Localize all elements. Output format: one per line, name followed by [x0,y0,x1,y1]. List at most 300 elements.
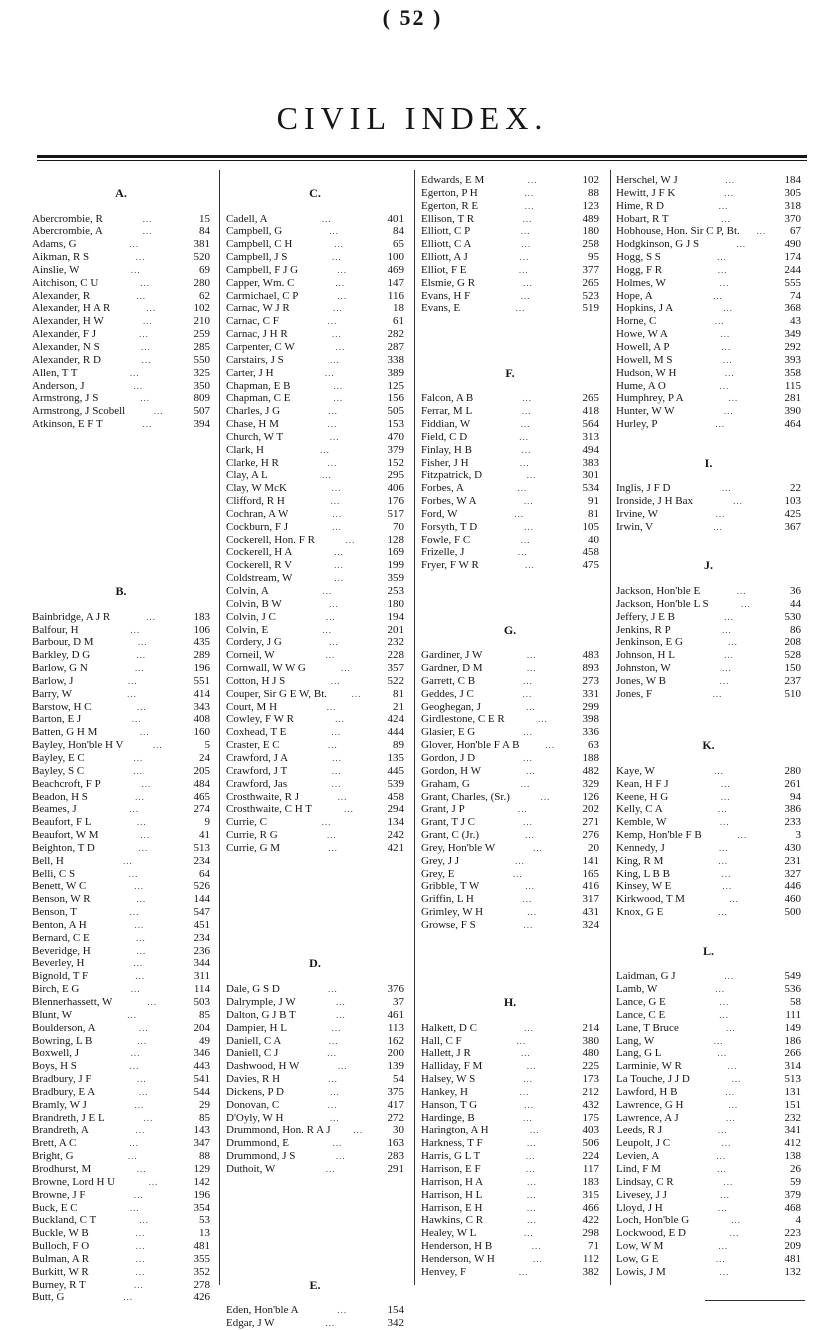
index-entry [616,868,801,881]
entry-name: Church, W T [226,430,284,443]
entry-name: Grant, J P [421,803,465,816]
leader-dots: ... [721,624,732,635]
entry-name: Lawrence, G H [616,1098,684,1111]
entry-page: 153 [387,418,404,431]
index-entry [421,1163,599,1176]
leader-dots: ... [519,252,530,263]
index-entry [421,701,599,714]
entry-page: 61 [393,315,404,328]
index-entry [32,611,210,624]
leader-dots: ... [523,752,533,763]
entry-name: Daniell, C J [226,1047,279,1060]
index-entry [421,1240,599,1253]
entry-page: 386 [784,803,801,816]
index-entry [616,1189,801,1202]
leader-dots: ... [139,727,150,738]
entry-page: 272 [387,1111,404,1124]
entry-page: 103 [784,495,801,508]
leader-dots: ... [756,226,767,237]
leader-dots: ... [335,714,345,725]
index-entry [421,662,599,675]
leader-dots: ... [519,457,530,468]
leader-dots: ... [526,470,537,481]
entry-name: Bayley, E C [32,751,85,764]
entry-page: 237 [784,674,801,687]
entry-page: 208 [784,636,801,649]
entry-page: 58 [790,996,801,1008]
leader-dots: ... [740,598,751,609]
entry-name: Burney, R T [32,1278,86,1291]
entry-page: 376 [387,983,404,996]
entry-page: 44 [790,597,801,610]
entry-name: Barry, W [32,687,73,700]
entry-page: 94 [790,790,801,803]
index-entry [421,726,599,739]
entry-page: 74 [790,289,801,302]
index-entry [616,392,801,405]
entry-page: 9 [204,816,210,829]
entry-name: Buckle, W B [32,1227,89,1240]
entry-name: Hogg, S S [616,251,661,264]
leader-dots: ... [520,226,531,237]
entry-page: 209 [784,1240,801,1253]
entry-name: Balfour, H [32,623,79,636]
index-entry [226,213,404,226]
index-entry [32,1202,210,1215]
entry-name: Fitzpatrick, D [421,469,483,482]
spacer [32,174,210,187]
entry-name: Currie, R G [226,829,278,842]
index-entry [421,290,599,303]
entry-name: Coldstream, W [226,572,293,585]
entry-page: 162 [387,1034,404,1047]
leader-dots: ... [712,290,723,301]
leader-dots: ... [140,277,151,288]
entry-page: 224 [582,1150,599,1163]
entry-page: 301 [582,469,599,482]
index-entry [32,713,210,726]
entry-page: 394 [193,418,210,431]
leader-dots: ... [526,663,537,674]
index-entry [226,508,404,521]
leader-dots: ... [131,714,142,725]
index-entry [32,418,210,431]
entry-page: 417 [387,1098,404,1111]
leader-dots: ... [714,765,724,776]
entry-page: 205 [193,764,210,777]
spacer [32,559,210,572]
index-entry [32,649,210,662]
index-entry [226,1137,404,1150]
entry-name: Court, M H [226,700,278,713]
entry-name: Colvin, B W [226,597,282,610]
entry-page: 390 [784,405,801,418]
entry-name: Alexander, F J [32,328,97,341]
spacer [32,598,210,611]
leader-dots: ... [327,1099,338,1110]
entry-page: 26 [790,1162,801,1175]
entry-name: Aikman, R S [32,251,90,264]
index-entry [226,264,404,277]
entry-page: 367 [784,520,801,533]
index-entry [32,688,210,701]
index-entry [421,765,599,778]
leader-dots: ... [133,380,144,391]
leader-dots: ... [138,842,149,853]
entry-name: Crosthwaite, R J [226,790,300,803]
leader-dots: ... [136,817,147,828]
entry-name: Cockerell, Hon. F R [226,533,315,546]
entry-name: Clifford, R H [226,495,285,508]
leader-dots: ... [724,650,734,661]
leader-dots: ... [143,316,153,327]
leader-dots: ... [134,881,145,892]
index-entry [616,367,801,380]
leader-dots: ... [137,1035,148,1046]
leader-dots: ... [540,791,551,802]
entry-page: 344 [193,957,210,970]
index-entry [421,688,599,701]
spacer [32,508,210,521]
entry-page: 403 [582,1124,599,1137]
leader-dots: ... [714,316,725,327]
entry-name: Lane, T Bruce [616,1021,679,1034]
index-entry [616,1163,801,1176]
entry-page: 494 [582,443,599,456]
index-column-2 [226,174,404,1330]
spacer [421,598,599,611]
index-entry [421,1150,599,1163]
leader-dots: ... [322,624,332,635]
spacer [421,983,599,996]
entry-name: Bowring, L B [32,1034,93,1047]
leader-dots: ... [736,239,746,250]
entry-name: Beaufort, W M [32,829,99,842]
entry-name: Cadell, A [226,212,268,225]
entry-page: 21 [393,700,404,713]
index-entry [616,791,801,804]
index-entry [616,675,801,688]
entry-name: Lindsay, C R [616,1175,674,1188]
entry-page: 102 [582,174,599,186]
entry-page: 88 [588,186,599,199]
leader-dots: ... [327,316,338,327]
entry-name: Corneil, W [226,649,275,662]
entry-page: 483 [582,649,599,662]
leader-dots: ... [717,1125,728,1136]
index-entry [226,290,404,303]
entry-name: Kennedy, J [616,841,665,854]
entry-page: 520 [193,251,210,264]
leader-dots: ... [719,277,730,288]
entry-page: 368 [784,302,801,315]
entry-page: 236 [193,944,210,957]
index-entry [226,469,404,482]
index-entry [32,405,210,418]
index-entry [32,868,210,881]
leader-dots: ... [153,406,164,417]
entry-name: Gardiner, J W [421,649,483,662]
index-entry [32,1240,210,1253]
index-entry [616,380,801,393]
entry-name: Fisher, J H [421,456,469,469]
spacer [226,919,404,932]
entry-page: 37 [393,996,404,1008]
entry-name: Clark, H [226,443,264,456]
leader-dots: ... [526,1061,537,1072]
entry-name: Keene, H G [616,790,669,803]
spacer [616,534,801,547]
leader-dots: ... [729,1228,740,1239]
leader-dots: ... [129,1202,140,1213]
entry-page: 347 [193,1137,210,1150]
index-entry [32,970,210,983]
spacer [32,546,210,559]
leader-dots: ... [129,239,140,250]
leader-dots: ... [524,521,534,532]
entry-page: 169 [387,546,404,559]
entry-page: 135 [387,751,404,764]
index-entry [226,585,404,598]
index-entry [32,1009,210,1022]
leader-dots: ... [329,431,340,442]
leader-dots: ... [523,1228,534,1239]
leader-dots: ... [721,1138,732,1149]
entry-name: Loch, Hon'ble G [616,1214,690,1227]
leader-dots: ... [331,483,342,494]
leader-dots: ... [334,239,345,250]
entry-name: Howell, M S [616,353,673,366]
entry-page: 314 [784,1060,801,1073]
entry-page: 196 [193,1188,210,1201]
spacer [421,315,599,328]
leader-dots: ... [523,675,533,686]
entry-page: 202 [582,803,599,816]
leader-dots: ... [136,290,146,301]
index-entry [421,816,599,829]
entry-name: Brandreth, A [32,1124,89,1137]
spacer [226,1214,404,1227]
index-entry [421,495,599,508]
entry-page: 382 [582,1265,599,1278]
index-entry [226,1009,404,1022]
entry-name: Browne, J F [32,1188,86,1201]
leader-dots: ... [531,1241,542,1252]
leader-dots: ... [130,1048,141,1059]
spacer [421,611,599,624]
leader-dots: ... [135,1241,146,1252]
entry-page: 253 [387,585,404,597]
leader-dots: ... [521,444,532,455]
leader-dots: ... [523,496,534,507]
leader-dots: ... [351,688,362,699]
entry-name: Hudson, W H [616,366,677,379]
entry-page: 139 [387,1060,404,1073]
leader-dots: ... [527,1215,537,1226]
entry-page: 539 [387,777,404,790]
spacer [421,957,599,970]
leader-dots: ... [724,187,735,198]
entry-name: Barstow, H C [32,700,92,713]
entry-page: 111 [785,1008,801,1021]
entry-name: Jeffery, J E B [616,610,675,623]
index-entry [226,1073,404,1086]
entry-page: 163 [387,1137,404,1150]
entry-name: Blunt, W [32,1008,73,1021]
index-entry [32,906,210,919]
index-entry [421,444,599,457]
index-entry [32,264,210,277]
index-entry [421,829,599,842]
entry-name: D'Oyly, W H [226,1111,284,1124]
entry-name: Lance, G E [616,996,666,1008]
entry-name: Ellison, T R [421,212,475,225]
entry-name: Elliott, C P [421,225,471,238]
entry-page: 125 [387,379,404,392]
entry-page: 242 [387,829,404,842]
entry-name: Fiddian, W [421,418,471,431]
index-entry [32,624,210,637]
spacer [616,444,801,457]
entry-name: Bignold, T F [32,970,89,983]
index-entry [32,341,210,354]
index-entry [226,444,404,457]
spacer [226,1240,404,1253]
entry-page: 416 [582,880,599,893]
leader-dots: ... [719,842,729,853]
entry-name: Irwin, V [616,520,654,533]
index-entry [616,187,801,200]
leader-dots: ... [136,894,147,905]
spacer [616,919,801,932]
leader-dots: ... [136,945,147,956]
entry-name: Harrison, E H [421,1201,483,1214]
section-letter: J. [704,559,713,573]
leader-dots: ... [545,740,556,751]
entry-page: 91 [588,495,599,508]
index-entry [226,636,404,649]
entry-page: 460 [784,893,801,906]
leader-dots: ... [142,419,153,430]
index-entry [421,739,599,752]
index-entry [616,200,801,213]
entry-name: Humphrey, P A [616,392,684,405]
leader-dots: ... [328,984,338,995]
entry-page: 204 [193,1021,210,1034]
entry-name: Buckland, C T [32,1214,97,1227]
entry-name: Barkley, D G [32,649,91,662]
index-entry [226,380,404,393]
column-divider [219,170,220,1285]
entry-page: 117 [582,1162,599,1175]
entry-name: Grey, J J [421,854,460,867]
entry-name: Garrett, C B [421,674,476,687]
index-entry [616,302,801,315]
entry-name: Batten, G H M [32,726,98,739]
leader-dots: ... [719,675,730,686]
spacer [32,457,210,470]
leader-dots: ... [324,367,335,378]
entry-name: Abercrombie, A [32,225,103,238]
entry-page: 183 [193,610,210,623]
entry-name: Johnston, W [616,662,671,675]
leader-dots: ... [325,1318,336,1329]
entry-name: King, R M [616,854,664,867]
index-entry [616,1266,801,1279]
index-entry [226,354,404,367]
leader-dots: ... [520,290,531,301]
leader-dots: ... [325,650,336,661]
entry-page: 809 [193,392,210,405]
leader-dots: ... [134,919,145,930]
leader-dots: ... [321,817,332,828]
index-entry [32,1047,210,1060]
index-entry [226,1150,404,1163]
entry-page: 523 [582,289,599,302]
entry-name: Kaye, W [616,764,655,777]
leader-dots: ... [727,1061,738,1072]
index-entry [32,1214,210,1227]
entry-name: Forbes, W A [421,495,477,508]
index-entry [32,1060,210,1073]
leader-dots: ... [724,367,735,378]
entry-page: 421 [387,841,404,854]
entry-page: 315 [582,1188,599,1201]
entry-page: 480 [582,1047,599,1060]
entry-name: Laidman, G J [616,970,676,983]
entry-name: Benson, W R [32,893,91,906]
index-entry [421,1253,599,1266]
leader-dots: ... [529,1125,540,1136]
leader-dots: ... [720,329,731,340]
entry-page: 276 [582,829,599,842]
leader-dots: ... [130,624,141,635]
index-entry [226,611,404,624]
entry-page: 354 [193,1201,210,1214]
index-entry [616,315,801,328]
column-divider [414,170,415,1285]
leader-dots: ... [133,1189,144,1200]
entry-name: Armstrong, J S [32,392,99,405]
entry-name: Harrison, H L [421,1188,483,1201]
entry-name: Low, G E [616,1252,659,1265]
entry-name: Howell, A P [616,340,670,353]
entry-page: 59 [790,1175,801,1188]
entry-name: Hallett, J R [421,1047,471,1060]
index-column-4 [616,174,801,1279]
section-letter: D. [309,957,321,971]
index-entry [616,354,801,367]
entry-page: 505 [387,405,404,418]
entry-page: 278 [193,1278,210,1291]
entry-page: 69 [199,263,210,276]
entry-page: 223 [784,1227,801,1240]
entry-page: 129 [193,1162,210,1175]
leader-dots: ... [518,1266,529,1277]
index-entry [226,778,404,791]
section-letter: H. [503,996,517,1009]
entry-name: Inglis, J F D [616,482,671,495]
entry-name: Jackson, Hon'ble E [616,585,701,597]
spacer [32,200,210,213]
index-entry [32,290,210,303]
leader-dots: ... [716,1151,727,1162]
index-entry [421,1124,599,1137]
index-entry [32,277,210,290]
entry-page: 132 [784,1265,801,1278]
entry-page: 445 [387,764,404,777]
entry-name: Cordery, J G [226,636,282,649]
